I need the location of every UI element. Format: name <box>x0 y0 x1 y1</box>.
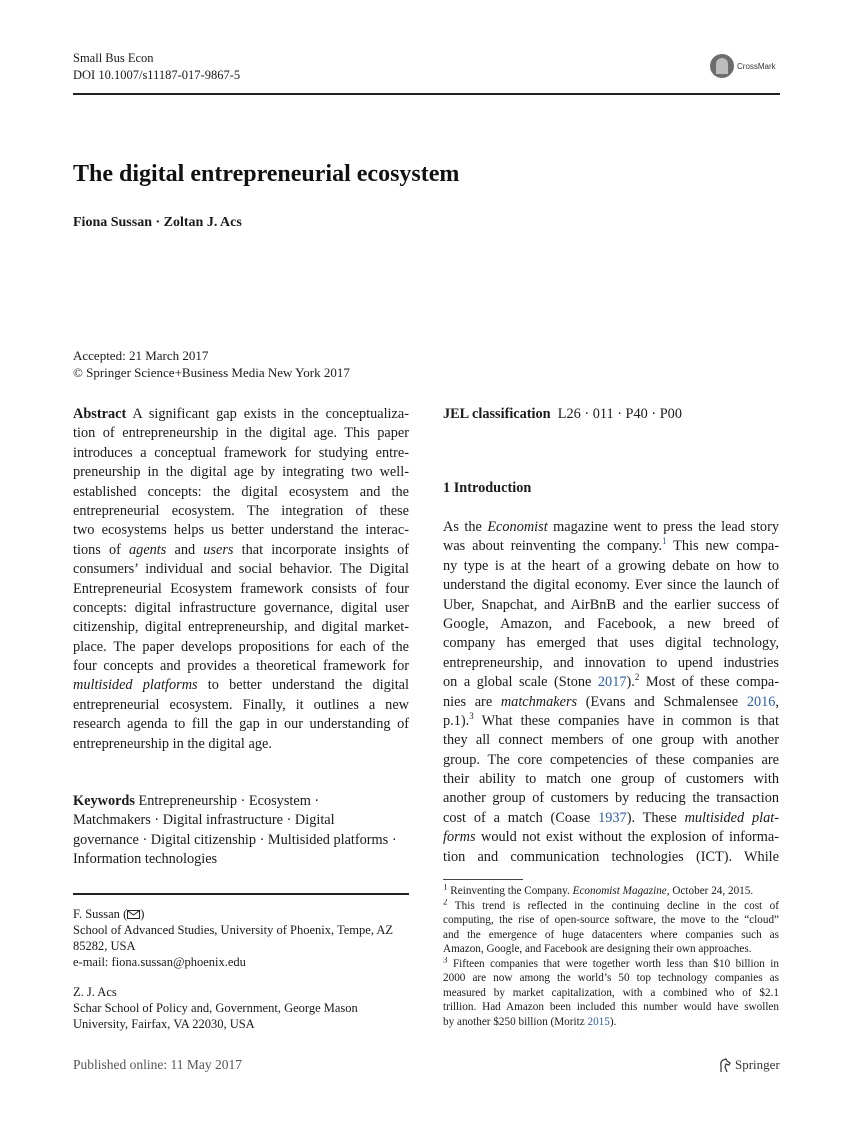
keywords-line: Matchmakers · Digital infrastructure · Digital <box>73 812 335 829</box>
abstract-line: research agenda to fill the gap in our understanding of <box>73 716 409 733</box>
affiliation-name: F. Sussan <box>73 907 120 921</box>
intro-line: forms would not exist without the explosion of informa- <box>443 829 779 846</box>
footnote-ref[interactable]: 2 <box>634 673 640 683</box>
header-rule <box>73 93 780 95</box>
affiliation-line: University, Fairfax, VA 22030, USA <box>73 1017 255 1031</box>
abstract-line: citizenship, digital entrepreneurship, and digital market- <box>73 619 409 636</box>
journal-name: Small Bus Econ <box>73 51 154 65</box>
footnote-line: measured by market capitalization, with a combined who of $2.1 <box>443 986 779 999</box>
abstract-line: place. The paper develops propositions for each of the <box>73 638 409 655</box>
citation-link[interactable]: 2017 <box>597 674 627 691</box>
jel-classification <box>443 405 779 424</box>
doi[interactable]: DOI 10.1007/s11187-017-9867-5 <box>73 68 241 82</box>
intro-line: company has emerged that uses digital technology, <box>443 635 779 652</box>
copyright-line: © Springer Science+Business Media New York 2017 <box>73 365 350 380</box>
intro-line: ny type is at the heart of a growing debate on how to <box>443 557 779 574</box>
affiliation-line: 85282, USA <box>73 939 136 953</box>
intro-line: on a global scale (Stone 2017).$^2$ Most of these compa- <box>443 673 779 691</box>
abstract-line: consumers’ individual and social behavior. The Digital <box>73 561 409 578</box>
keywords-line: Information technologies <box>73 851 218 868</box>
citation-link[interactable]: 2016 <box>746 693 776 710</box>
intro-line: As the Economist magazine went to press the lead story <box>443 519 779 535</box>
article-meta <box>73 347 350 381</box>
footnote-line: trillion. Had Amazon been included this number would have swollen <box>443 1001 779 1013</box>
intro-line: was about reinventing the company.$^1$ This new compa- <box>443 537 779 555</box>
intro-line: nies are matchmakers (Evans and Schmalensee 2016, <box>443 693 779 710</box>
abstract-line: A significant gap exists in the conceptualiza- <box>132 406 409 422</box>
abstract <box>73 405 409 754</box>
affiliation-sussan: F. Sussan ( ) School of Advanced Studies, University of Phoenix, Tempe, AZ 85282, USA e-mail: fiona.sussan@phoenix.edu <box>73 907 394 969</box>
intro-line: another group of customers by reducing the transaction <box>443 790 779 807</box>
springer-horse-icon <box>718 1058 732 1073</box>
abstract-line: tions of agents and users that incorporate insights of <box>73 541 409 558</box>
abstract-line: four concepts and provides a theoretical framework for <box>73 658 409 675</box>
author-separator: · <box>155 215 161 230</box>
crossmark-label: CrossMark <box>737 61 776 71</box>
publisher-name: Springer <box>735 1057 780 1072</box>
jel-label: JEL classification <box>443 406 551 422</box>
intro-line: group. The core competencies of these companies are <box>443 751 779 768</box>
abstract-line: preneurship in the digital age by integrating two well- <box>73 464 409 481</box>
affiliation-rule <box>73 893 409 895</box>
accepted-date: Accepted: 21 March 2017 <box>73 348 209 363</box>
affiliation-line: School of Advanced Studies, University of Phoenix, Tempe, AZ <box>73 923 394 937</box>
intro-line: their ability to match one group of customers with <box>443 771 779 788</box>
footnote-line: computing, the rise of open-source software, the move to the “cloud” <box>443 914 779 926</box>
author-name[interactable]: Zoltan J. Acs <box>163 215 242 230</box>
footnote-2: $^2$ This trend is reflected in the continuing decline in the cost of <box>443 898 779 912</box>
citation-link[interactable]: 1937 <box>598 809 627 826</box>
intro-line: tion and communication technologies (ICT). While <box>443 848 779 865</box>
keywords <box>73 792 409 870</box>
footnotes <box>443 884 779 1029</box>
crossmark-badge[interactable] <box>710 54 776 78</box>
footnote-line: by another $250 billion (Moritz 2015). <box>443 1015 617 1028</box>
keywords-line: governance · Digital citizenship · Multisided platforms · <box>73 831 397 848</box>
envelope-icon[interactable] <box>127 910 140 919</box>
intro-line: Uber, Snapchat, and AirBnB and the earlier success of <box>443 596 779 613</box>
abstract-line: entrepreneurial ecosystem. The integration of these <box>73 502 409 519</box>
author-name[interactable]: Fiona Sussan <box>73 215 152 230</box>
abstract-line: Entrepreneurial Ecosystem framework consists of four <box>73 580 409 597</box>
abstract-line: concepts: digital infrastructure governance, digital user <box>73 599 409 616</box>
intro-line: Google, Amazon, and Facebook, a new breed of <box>443 615 779 632</box>
abstract-line: tion of entrepreneurship in the digital age. This paper <box>73 425 409 442</box>
abstract-line: established concepts: the digital ecosystem and the <box>73 483 409 500</box>
intro-line: p.1).$^3$ What these companies have in common is that <box>443 711 779 729</box>
intro-line: understand the digital economy. Ever since the launch of <box>443 577 779 594</box>
affiliation-acs <box>73 984 358 1032</box>
abstract-label: Abstract <box>73 406 127 422</box>
abstract-line: multisided platforms to better understand the digital <box>73 677 409 694</box>
email-link[interactable]: e-mail: fiona.sussan@phoenix.edu <box>73 955 246 969</box>
citation-link[interactable]: 2015 <box>587 1015 610 1028</box>
footnote-line: 2000 are now among the world’s 50 top technology companies as <box>443 972 779 984</box>
author-list <box>73 215 242 231</box>
published-date: Published online: 11 May 2017 <box>73 1057 242 1072</box>
footnote-ref[interactable]: 3 <box>469 711 474 722</box>
footnote-3: $^3$ Fifteen companies that were together worth less than $10 billion in <box>443 956 779 970</box>
keywords-label: Keywords <box>73 793 135 809</box>
keywords-line: Entrepreneurship · Ecosystem · <box>138 793 320 809</box>
footnote-ref[interactable]: 1 <box>662 537 667 547</box>
abstract-line: entrepreneurship in the digital age. <box>73 735 272 752</box>
abstract-line: introduces a conceptual framework for studying entre- <box>73 444 409 461</box>
intro-line: cost of a match (Coase 1937). These multisided plat- <box>443 809 779 826</box>
publisher-logo <box>718 1057 780 1073</box>
abstract-line: two ecosystems helps us better understand the interac- <box>73 522 409 539</box>
footnote-1: $^1$ Reinventing the Company. Economist Magazine, October 24, 2015. <box>443 884 754 897</box>
intro-body <box>443 518 779 867</box>
crossmark-icon <box>710 54 734 78</box>
footnote-line: and the emergence of huge datacenters where companies such as <box>443 928 779 941</box>
footnote-line: Amazon, Google, and Facebook are designing their own approaches. <box>443 943 752 955</box>
section-heading: 1 Introduction <box>443 480 532 496</box>
affiliation-name: Z. J. Acs <box>73 985 117 999</box>
intro-line: entrepreneurship, and innovation to upend industries <box>443 654 779 671</box>
intro-line: they all connect members of one group with another <box>443 732 779 749</box>
article-title: The digital entrepreneurial ecosystem <box>73 161 460 187</box>
jel-codes: L26 · 011 · P40 · P00 <box>557 406 682 422</box>
footnote-rule <box>443 879 523 880</box>
abstract-line: entrepreneurial ecosystem. Finally, it outlines a new <box>73 696 409 713</box>
affiliation-line: Schar School of Policy and, Government, George Mason <box>73 1001 358 1015</box>
